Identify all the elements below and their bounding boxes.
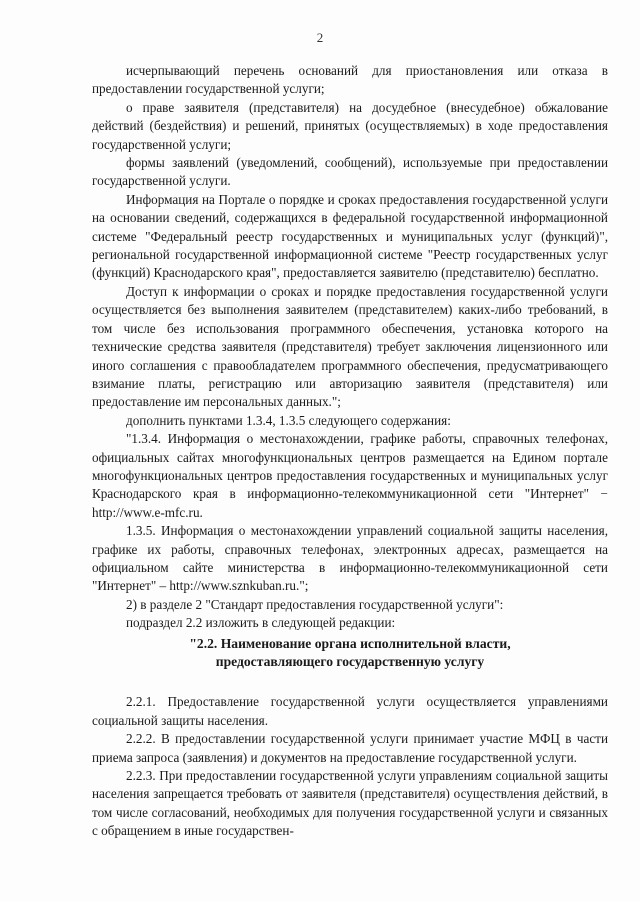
paragraph: подраздел 2.2 изложить в следующей редакции:	[126, 615, 396, 631]
paragraph: Доступ к информации о сроках и порядке предоставления государственной услуги осуществляется без выполнения заявителем (представителем) каких-либо требований, в том числе без использования программного обеспечения, установка которого на технические средства заявителя (представителя) требует заключения лицензионного или иного соглашения с правообладателем программного обеспечения, предусматривающего взимание платы, регистрацию или авторизацию заявителя (представителя) или предоставление им персональных данных.";	[92, 283, 608, 410]
paragraph: "1.3.4. Информация о местонахождении, графике работы, справочных телефонах, официальных сайтах многофункциональных центров размещается на Едином портале многофункциональных центров предоставления государственных и муниципальных услуг Краснодарского края в информационно-телекоммуникационной сети "Интернет" − http://www.e-mfc.ru.	[92, 431, 608, 520]
paragraph: дополнить пунктами 1.3.4, 1.3.5 следующего содержания:	[126, 412, 451, 428]
section-heading	[92, 635, 608, 672]
paragraph: формы заявлений (уведомлений, сообщений), используемые при предоставлении государственной услуги.	[92, 155, 608, 189]
paragraph: 2) в разделе 2 "Стандарт предоставления государственной услуги":	[126, 596, 504, 612]
paragraph: о праве заявителя (представителя) на досудебное (внесудебное) обжалование действий (бездействия) и решений, принятых (осуществляемых) в ходе предоставления государственной услуги;	[92, 99, 608, 152]
section-heading-line: предоставляющего государственную услугу	[215, 654, 485, 669]
section-heading-line: "2.2. Наименование органа исполнительной власти,	[189, 635, 511, 651]
document-body	[92, 62, 608, 841]
paragraph: исчерпывающий перечень оснований для приостановления или отказа в предоставлении государственной услуги;	[92, 63, 608, 97]
spacer	[92, 671, 608, 693]
paragraph: 1.3.5. Информация о местонахождении управлений социальной защиты населения, графике их работы, справочных телефонах, электронных адресах, размещается на официальном сайте министерства в информационно-телекоммуникационной сети "Интернет" – http://www.sznkuban.ru.";	[92, 523, 608, 594]
paragraph: Информация на Портале о порядке и сроках предоставления государственной услуги на основании сведений, содержащихся в федеральной государственной информационной системе "Федеральный реестр государственных и муниципальных услуг (функций)", региональной государственной информационной системе "Реестр государственных услуг (функций) Краснодарского края", предоставляется заявителю (представителю) бесплатно.	[92, 191, 608, 281]
paragraph: 2.2.2. В предоставлении государственной услуги принимает участие МФЦ в части приема запроса (заявления) и документов на предоставление государственной услуги.	[92, 731, 608, 765]
paragraph: 2.2.1. Предоставление государственной услуги осуществляется управлениями социальной защиты населения.	[92, 694, 608, 728]
page-number: 2	[316, 30, 324, 45]
paragraph: 2.2.3. При предоставлении государственной услуги управлениям социальной защиты населения запрещается требовать от заявителя (представителя) осуществления действий, в том числе согласований, необходимых для получения государственной услуги и связанных с обращением в иные государствен-	[92, 768, 608, 839]
